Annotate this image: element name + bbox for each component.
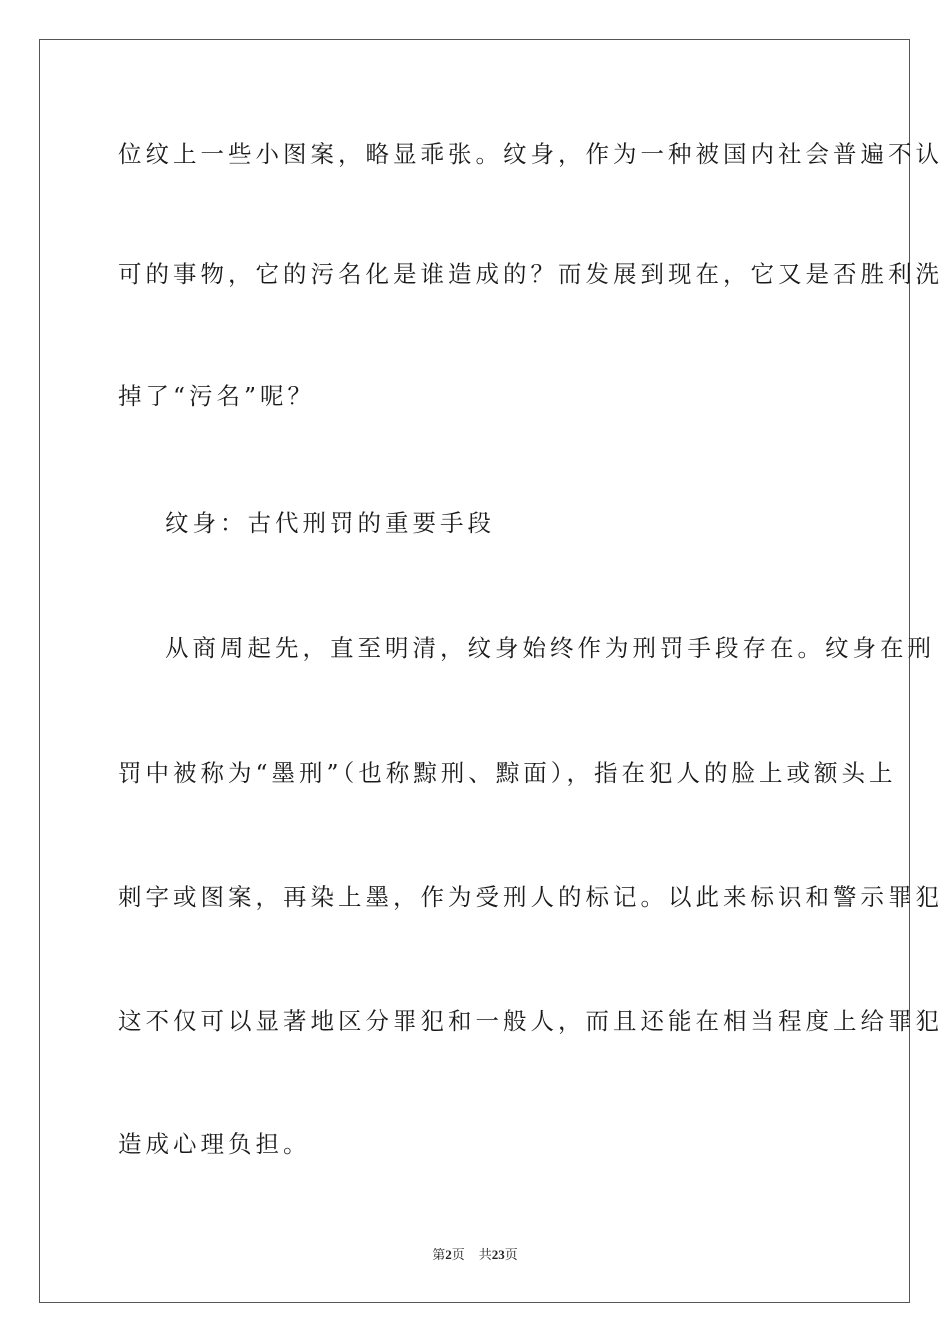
footer-page-prefix: 第 [432, 1248, 446, 1263]
body-line-1: 位纹上一些小图案，略显乖张。纹身，作为一种被国内社会普遍不认 [118, 140, 943, 168]
footer-total-prefix: 共 [478, 1248, 492, 1263]
body-line-8: 这不仅可以显著地区分罪犯和一般人，而且还能在相当程度上给罪犯 [118, 1007, 943, 1035]
page-border [39, 39, 943, 1303]
body-line-6: 罚中被称为“墨刑”（也称黥刑、黥面），指在犯人的脸上或额头上 [118, 759, 897, 787]
section-heading: 纹身：古代刑罚的重要手段 [165, 509, 495, 537]
body-line-3: 掉了“污名”呢？ [118, 382, 316, 410]
body-line-7: 刺字或图案，再染上墨，作为受刑人的标记。以此来标识和警示罪犯 [118, 883, 943, 911]
footer-page-number: 2 [445, 1247, 452, 1262]
body-line-9: 造成心理负担。 [118, 1130, 311, 1158]
footer-total-suffix: 页 [504, 1248, 518, 1263]
body-line-2: 可的事物，它的污名化是谁造成的？而发展到现在，它又是否胜利洗 [118, 260, 943, 288]
body-line-5: 从商周起先，直至明清，纹身始终作为刑罚手段存在。纹身在刑 [165, 634, 935, 662]
footer-total-pages: 23 [491, 1247, 505, 1262]
footer-page-suffix: 页 [451, 1248, 465, 1263]
page-footer [0, 1246, 950, 1265]
